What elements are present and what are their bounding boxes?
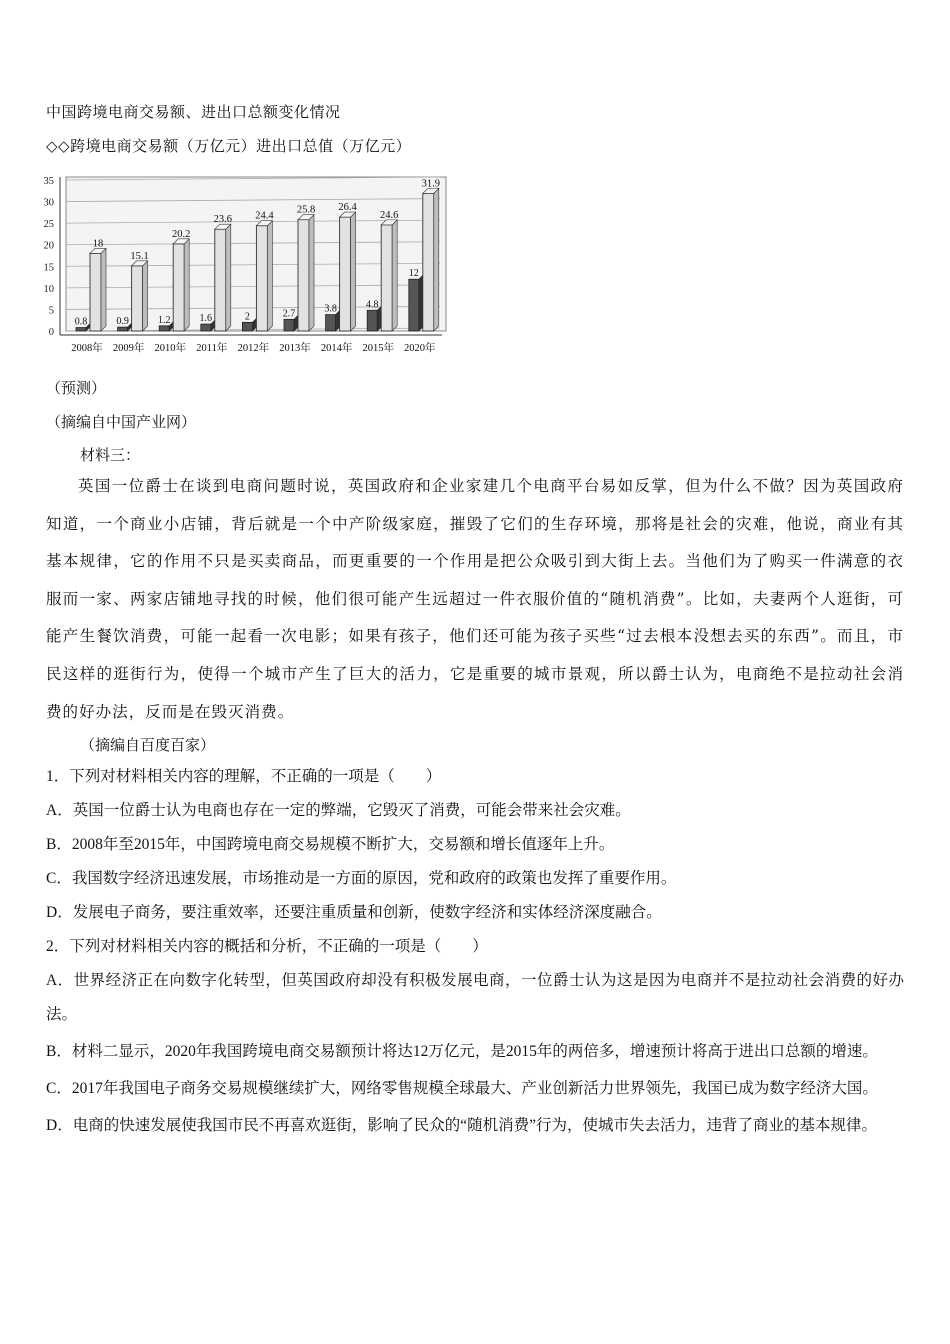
bar-cross-border-ecommerce bbox=[284, 319, 294, 331]
data-label-cross-border: 0.8 bbox=[74, 316, 88, 328]
bar-import-export-total bbox=[173, 244, 184, 331]
x-category-label: 2013年 bbox=[279, 343, 311, 354]
question-1-option-b: B．2008年至2015年，中国跨境电商交易规模不断扩大，交易额和增长值逐年上升。 bbox=[46, 836, 615, 853]
question-2-option-d: D．电商的快速发展使我国市民不再喜欢逛街，影响了民众的“随机消费”行为，使城市失去活力，违背了商业的基本规律。 bbox=[46, 1117, 877, 1134]
question-1-stem: 1．下列对材料相关内容的理解，不正确的一项是（ ） bbox=[46, 768, 442, 785]
bar-side-import-export-total bbox=[434, 188, 439, 331]
y-tick-label: 0 bbox=[48, 327, 54, 338]
data-label-import-export: 15.1 bbox=[130, 250, 149, 262]
bar-cross-border-ecommerce bbox=[326, 315, 336, 331]
bar-side-import-export-total bbox=[267, 221, 272, 331]
x-category-label: 2010年 bbox=[154, 343, 186, 354]
bar-chart bbox=[40, 168, 452, 358]
data-label-import-export: 31.9 bbox=[421, 178, 440, 190]
chart-note: （预测） bbox=[46, 379, 107, 397]
data-label-cross-border: 12 bbox=[408, 268, 419, 280]
bar-import-export-total bbox=[423, 193, 434, 331]
y-tick-label: 25 bbox=[43, 219, 54, 231]
chart-source: （摘编自中国产业网） bbox=[46, 413, 197, 431]
y-tick-label: 5 bbox=[48, 305, 54, 317]
bar-side-import-export-total bbox=[143, 261, 148, 331]
data-label-cross-border: 2 bbox=[244, 311, 250, 323]
question-2-option-a: A．世界经济正在向数字化转型，但英国政府却没有积极发展电商，一位爵士认为这是因为电商并不是拉动社会消费的好办法。 bbox=[46, 972, 904, 1023]
data-label-import-export: 26.4 bbox=[338, 202, 357, 214]
bar-side-import-export-total bbox=[309, 215, 314, 331]
data-label-cross-border: 1.2 bbox=[157, 314, 171, 326]
bar-cross-border-ecommerce bbox=[118, 327, 128, 331]
bar-cross-border-ecommerce bbox=[409, 279, 419, 331]
question-1-option-d: D．发展电子商务，要注重效率，还要注重质量和创新，使数字经济和实体经济深度融合。 bbox=[46, 904, 662, 921]
y-tick-label: 30 bbox=[43, 197, 54, 209]
bar-cross-border-ecommerce bbox=[159, 326, 169, 331]
question-2-option-c: C．2017年我国电子商务交易规模继续扩大，网络零售规模全球最大、产业创新活力世界领先，我国已成为数字经济大国。 bbox=[46, 1080, 878, 1097]
data-label-import-export: 20.2 bbox=[172, 228, 191, 240]
y-tick-label: 15 bbox=[43, 262, 54, 274]
question-2-option-b: B．材料二显示，2020年我国跨境电商交易额预计将达12万亿元，是2015年的两倍多，增速预计将高于进出口总额的增速。 bbox=[46, 1043, 878, 1060]
x-category-label: 2009年 bbox=[112, 343, 145, 354]
bar-import-export-total bbox=[298, 220, 309, 331]
x-category-label: 2020年 bbox=[404, 343, 436, 354]
question-1-option-c: C．我国数字经济迅速发展，市场推动是一方面的原因，党和政府的政策也发挥了重要作用。 bbox=[46, 870, 677, 887]
bar-side-import-export-total bbox=[392, 220, 397, 331]
bar-cross-border-ecommerce bbox=[201, 324, 211, 331]
question-2-stem: 2．下列对材料相关内容的概括和分析，不正确的一项是（ ） bbox=[46, 938, 488, 955]
bar-side-import-export-total bbox=[184, 239, 189, 331]
data-label-cross-border: 2.7 bbox=[282, 308, 296, 320]
question-block bbox=[46, 760, 904, 1143]
chart-title: 中国跨境电商交易额、进出口总额变化情况 bbox=[46, 103, 341, 121]
x-category-label: 2008年 bbox=[71, 343, 103, 354]
material3-source: （摘编自百度百家） bbox=[80, 736, 216, 754]
x-category-label: 2011年 bbox=[196, 343, 228, 354]
x-category-label: 2012年 bbox=[237, 343, 270, 354]
material3-body: 英国一位爵士在谈到电商问题时说，英国政府和企业家建几个电商平台易如反掌，但为什么不做？因为英国政府知道，一个商业小店铺，背后就是一个中产阶级家庭，摧毁了它们的生存环境，那将是社会的灾难，他说，商业有其基本规律，它的作用不只是买卖商品，而更重要的一个作用是把公众吸引到大街上去。当他们为了购买一件满意的衣服而一家、两家店铺地寻找的时候，他们很可能产生远超过一件衣服价值的“随机消费”。比如，夫妻两个人逛街，可能产生餐饮消费，可能一起看一次电影；如果有孩子，他们还可能为孩子买些“过去根本没想去买的东西”。而且，市民这样的逛街行为，使得一个城市产生了巨大的活力，它是重要的城市景观，所以爵士认为，电商绝不是拉动社会消费的好办法，反而是在毁灭消费。 bbox=[46, 477, 904, 721]
data-label-import-export: 25.8 bbox=[296, 204, 316, 216]
data-label-cross-border: 1.6 bbox=[199, 313, 213, 325]
data-label-import-export: 23.6 bbox=[213, 214, 232, 226]
material3-heading: 材料三： bbox=[80, 446, 141, 464]
data-label-import-export: 24.6 bbox=[380, 209, 399, 221]
x-category-label: 2015年 bbox=[362, 343, 394, 354]
bar-import-export-total bbox=[215, 229, 226, 331]
y-tick-label: 10 bbox=[43, 283, 54, 295]
x-category-label: 2014年 bbox=[320, 343, 353, 354]
bar-import-export-total bbox=[256, 226, 267, 331]
bar-import-export-total bbox=[132, 266, 143, 331]
bar-cross-border-ecommerce bbox=[242, 322, 252, 331]
bar-side-import-export-total bbox=[351, 212, 356, 331]
bar-import-export-total bbox=[340, 217, 351, 331]
chart-legend: ◇◇跨境电商交易额（万亿元）进出口总值（万亿元） bbox=[46, 137, 412, 155]
bar-side-import-export-total bbox=[101, 248, 106, 331]
bar-import-export-total bbox=[90, 253, 101, 331]
bar-cross-border-ecommerce bbox=[76, 328, 86, 331]
data-label-cross-border: 4.8 bbox=[365, 299, 379, 311]
y-tick-label: 20 bbox=[43, 240, 54, 252]
y-tick-label: 35 bbox=[43, 176, 54, 187]
data-label-import-export: 18 bbox=[92, 238, 104, 250]
bar-side-import-export-total bbox=[226, 224, 231, 331]
data-label-cross-border: 3.8 bbox=[324, 303, 337, 315]
question-1-option-a: A．英国一位爵士认为电商也存在一定的弊端，它毁灭了消费，可能会带来社会灾难。 bbox=[46, 802, 631, 819]
data-label-import-export: 24.4 bbox=[255, 210, 274, 222]
data-label-cross-border: 0.9 bbox=[116, 316, 129, 328]
bar-import-export-total bbox=[381, 225, 392, 331]
bar-cross-border-ecommerce bbox=[367, 310, 377, 331]
